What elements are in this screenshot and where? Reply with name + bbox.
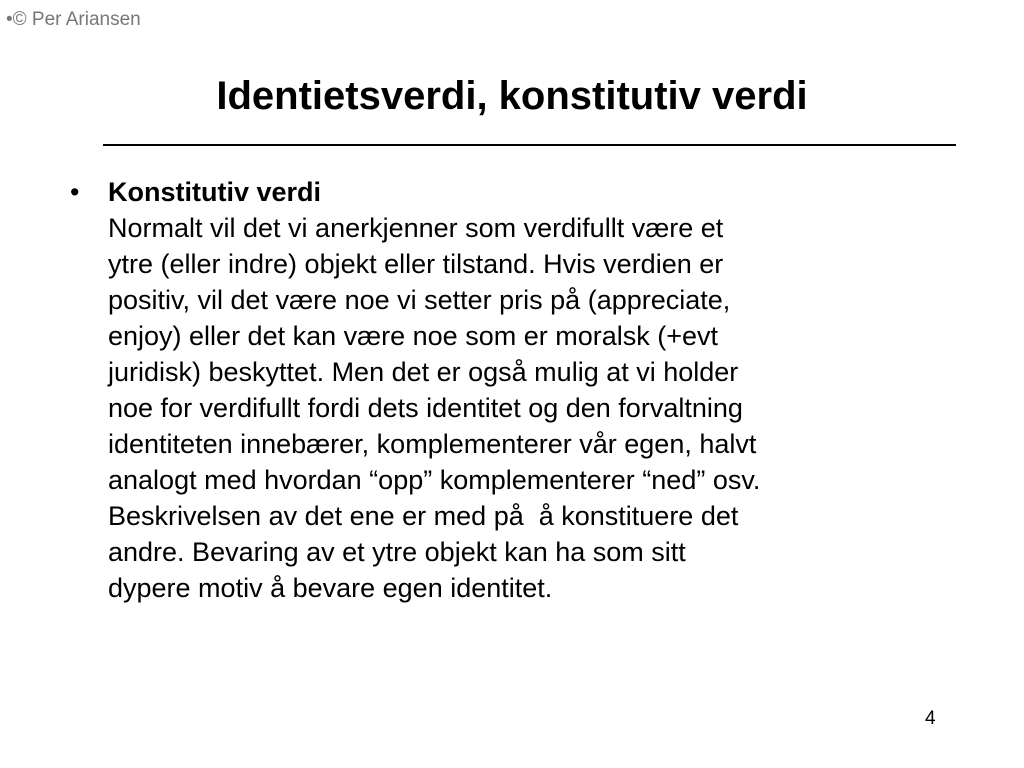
copyright-notice: •© Per Ariansen xyxy=(6,9,141,30)
body-line: andre. Bevaring av et ytre objekt kan ha som sitt xyxy=(108,537,686,567)
body-line: noe for verdifullt fordi dets identitet og den forvaltning xyxy=(108,393,743,423)
body-line: Beskrivelsen av det ene er med på å konstituere det xyxy=(108,501,739,531)
slide-title: Identietsverdi, konstitutiv verdi xyxy=(216,74,808,118)
page-number: 4 xyxy=(925,708,936,729)
body-line: enjoy) eller det kan være noe som er moralsk (+evt xyxy=(108,321,719,351)
body-line: Normalt vil det vi anerkjenner som verdifullt være et xyxy=(108,213,724,243)
body-line: dypere motiv å bevare egen identitet. xyxy=(108,573,553,603)
bullet-heading: Konstitutiv verdi xyxy=(108,177,322,207)
body-line: identiteten innebærer, komplementerer vår egen, halvt xyxy=(108,429,757,459)
bullet-marker: • xyxy=(70,177,80,207)
body-line: positiv, vil det være noe vi setter pris på (appreciate, xyxy=(108,285,731,315)
body-line: ytre (eller indre) objekt eller tilstand. Hvis verdien er xyxy=(108,249,724,279)
title-divider xyxy=(103,144,956,146)
body-line: analogt med hvordan “opp” komplementerer “ned” osv. xyxy=(108,465,761,495)
body-line: juridisk) beskyttet. Men det er også mulig at vi holder xyxy=(108,357,739,387)
bullet-content xyxy=(108,174,968,606)
